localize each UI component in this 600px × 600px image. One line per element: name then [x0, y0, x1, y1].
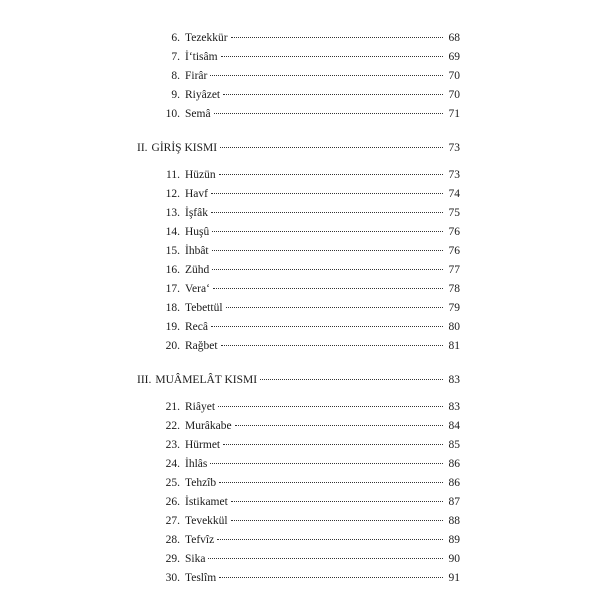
toc-entry	[160, 202, 460, 219]
leader-dots	[223, 84, 443, 98]
toc-entry	[160, 396, 460, 413]
entry-number: 10.	[165, 108, 180, 120]
toc-entry	[160, 510, 460, 527]
section-number: II.	[137, 142, 148, 154]
toc-entry	[160, 65, 460, 82]
leader-dots	[221, 46, 443, 60]
entry-page: 70	[448, 89, 460, 101]
leader-dots	[212, 240, 443, 254]
entry-title: Havf	[185, 188, 208, 200]
entry-title: Rağbet	[185, 340, 218, 352]
entry-page: 91	[448, 572, 460, 584]
entry-title: İşfâk	[185, 207, 208, 219]
entry-page: 84	[448, 420, 460, 432]
entry-title: Vera‘	[185, 283, 210, 295]
entry-title: İhlâs	[185, 458, 208, 470]
entry-number: 23.	[165, 439, 180, 451]
leader-dots	[219, 567, 443, 581]
entry-page: 76	[448, 226, 460, 238]
toc-entry	[160, 316, 460, 333]
entry-page: 71	[448, 108, 460, 120]
entry-number: 22.	[165, 420, 180, 432]
leader-dots	[219, 472, 443, 486]
entry-page: 80	[448, 321, 460, 333]
entry-page: 88	[448, 515, 460, 527]
entry-page: 79	[448, 302, 460, 314]
entry-number: 13.	[165, 207, 180, 219]
toc-entry	[160, 453, 460, 470]
entry-number: 14.	[165, 226, 180, 238]
leader-dots	[211, 202, 443, 216]
entry-title: İ‘tisâm	[185, 51, 218, 63]
section-title: MUÂMELÂT KISMI	[155, 374, 258, 386]
leader-dots	[211, 316, 443, 330]
toc-entry	[160, 84, 460, 101]
section-page: 83	[448, 374, 460, 386]
entry-number: 29.	[165, 553, 180, 565]
leader-dots	[220, 137, 443, 151]
entry-title: Sika	[185, 553, 206, 565]
entry-page: 68	[448, 32, 460, 44]
toc-entry	[160, 297, 460, 314]
entry-page: 75	[448, 207, 460, 219]
entry-page: 69	[448, 51, 460, 63]
leader-dots	[210, 65, 443, 79]
toc-section-heading	[137, 369, 460, 386]
entry-title: Tevekkül	[185, 515, 228, 527]
entry-number: 27.	[165, 515, 180, 527]
leader-dots	[218, 396, 443, 410]
toc-entry	[160, 472, 460, 489]
leader-dots	[231, 510, 443, 524]
entry-number: 17.	[165, 283, 180, 295]
leader-dots	[231, 27, 443, 41]
entry-page: 86	[448, 458, 460, 470]
entry-number: 7.	[171, 51, 180, 63]
entry-number: 19.	[165, 321, 180, 333]
entry-title: Tehzîb	[185, 477, 217, 489]
leader-dots	[223, 434, 443, 448]
entry-title: Semâ	[185, 108, 211, 120]
leader-dots	[214, 103, 443, 117]
leader-dots	[221, 335, 443, 349]
leader-dots	[219, 164, 443, 178]
entry-number: 21.	[165, 401, 180, 413]
entry-number: 28.	[165, 534, 180, 546]
toc-entry	[160, 183, 460, 200]
entry-title: Hürmet	[185, 439, 221, 451]
entry-title: Riâyet	[185, 401, 216, 413]
entry-title: Hüzün	[185, 169, 216, 181]
entry-number: 26.	[165, 496, 180, 508]
entry-title: Zühd	[185, 264, 210, 276]
toc-section-heading	[137, 137, 460, 154]
entry-title: Tebettül	[185, 302, 223, 314]
toc-entry	[160, 164, 460, 181]
toc-entry	[160, 567, 460, 584]
leader-dots	[217, 529, 443, 543]
toc-entry	[160, 335, 460, 352]
entry-page: 78	[448, 283, 460, 295]
toc-entry	[160, 529, 460, 546]
entry-number: 20.	[165, 340, 180, 352]
entry-page: 85	[448, 439, 460, 451]
entry-title: Riyâzet	[185, 89, 221, 101]
entry-title: Firâr	[185, 70, 208, 82]
entry-number: 24.	[165, 458, 180, 470]
leader-dots	[212, 221, 443, 235]
section-page: 73	[448, 142, 460, 154]
entry-number: 25.	[165, 477, 180, 489]
entry-number: 6.	[171, 32, 180, 44]
entry-number: 9.	[171, 89, 180, 101]
entry-page: 76	[448, 245, 460, 257]
entry-page: 81	[448, 340, 460, 352]
entry-title: İhbât	[185, 245, 209, 257]
leader-dots	[235, 415, 443, 429]
entry-page: 83	[448, 401, 460, 413]
leader-dots	[212, 259, 443, 273]
entry-page: 74	[448, 188, 460, 200]
entry-number: 8.	[171, 70, 180, 82]
entry-title: Tezekkür	[185, 32, 228, 44]
toc-entry	[160, 278, 460, 295]
entry-title: Huşû	[185, 226, 210, 238]
section-title: GİRİŞ KISMI	[151, 142, 218, 154]
leader-dots	[260, 369, 443, 383]
leader-dots	[231, 491, 443, 505]
entry-title: İstikamet	[185, 496, 228, 508]
entry-page: 77	[448, 264, 460, 276]
leader-dots	[226, 297, 443, 311]
entry-title: Tefvîz	[185, 534, 215, 546]
entry-number: 11.	[166, 169, 180, 181]
entry-title: Murâkabe	[185, 420, 232, 432]
leader-dots	[210, 453, 443, 467]
toc-entry	[160, 221, 460, 238]
leader-dots	[211, 183, 443, 197]
section-number: III.	[137, 374, 152, 386]
entry-page: 70	[448, 70, 460, 82]
toc-entry	[160, 240, 460, 257]
toc-entry	[160, 491, 460, 508]
toc-entry	[160, 415, 460, 432]
entry-number: 15.	[165, 245, 180, 257]
entry-number: 30.	[165, 572, 180, 584]
entry-page: 89	[448, 534, 460, 546]
entry-title: Recâ	[185, 321, 208, 333]
leader-dots	[213, 278, 443, 292]
entry-number: 12.	[165, 188, 180, 200]
toc-entry	[160, 27, 460, 44]
toc-entry	[160, 46, 460, 63]
toc-entry	[160, 259, 460, 276]
toc-entry	[160, 548, 460, 565]
entry-number: 18.	[165, 302, 180, 314]
entry-page: 90	[448, 553, 460, 565]
toc-entry	[160, 103, 460, 120]
entry-page: 86	[448, 477, 460, 489]
entry-number: 16.	[165, 264, 180, 276]
entry-page: 73	[448, 169, 460, 181]
toc-entry	[160, 434, 460, 451]
leader-dots	[208, 548, 443, 562]
entry-page: 87	[448, 496, 460, 508]
entry-title: Teslîm	[185, 572, 217, 584]
